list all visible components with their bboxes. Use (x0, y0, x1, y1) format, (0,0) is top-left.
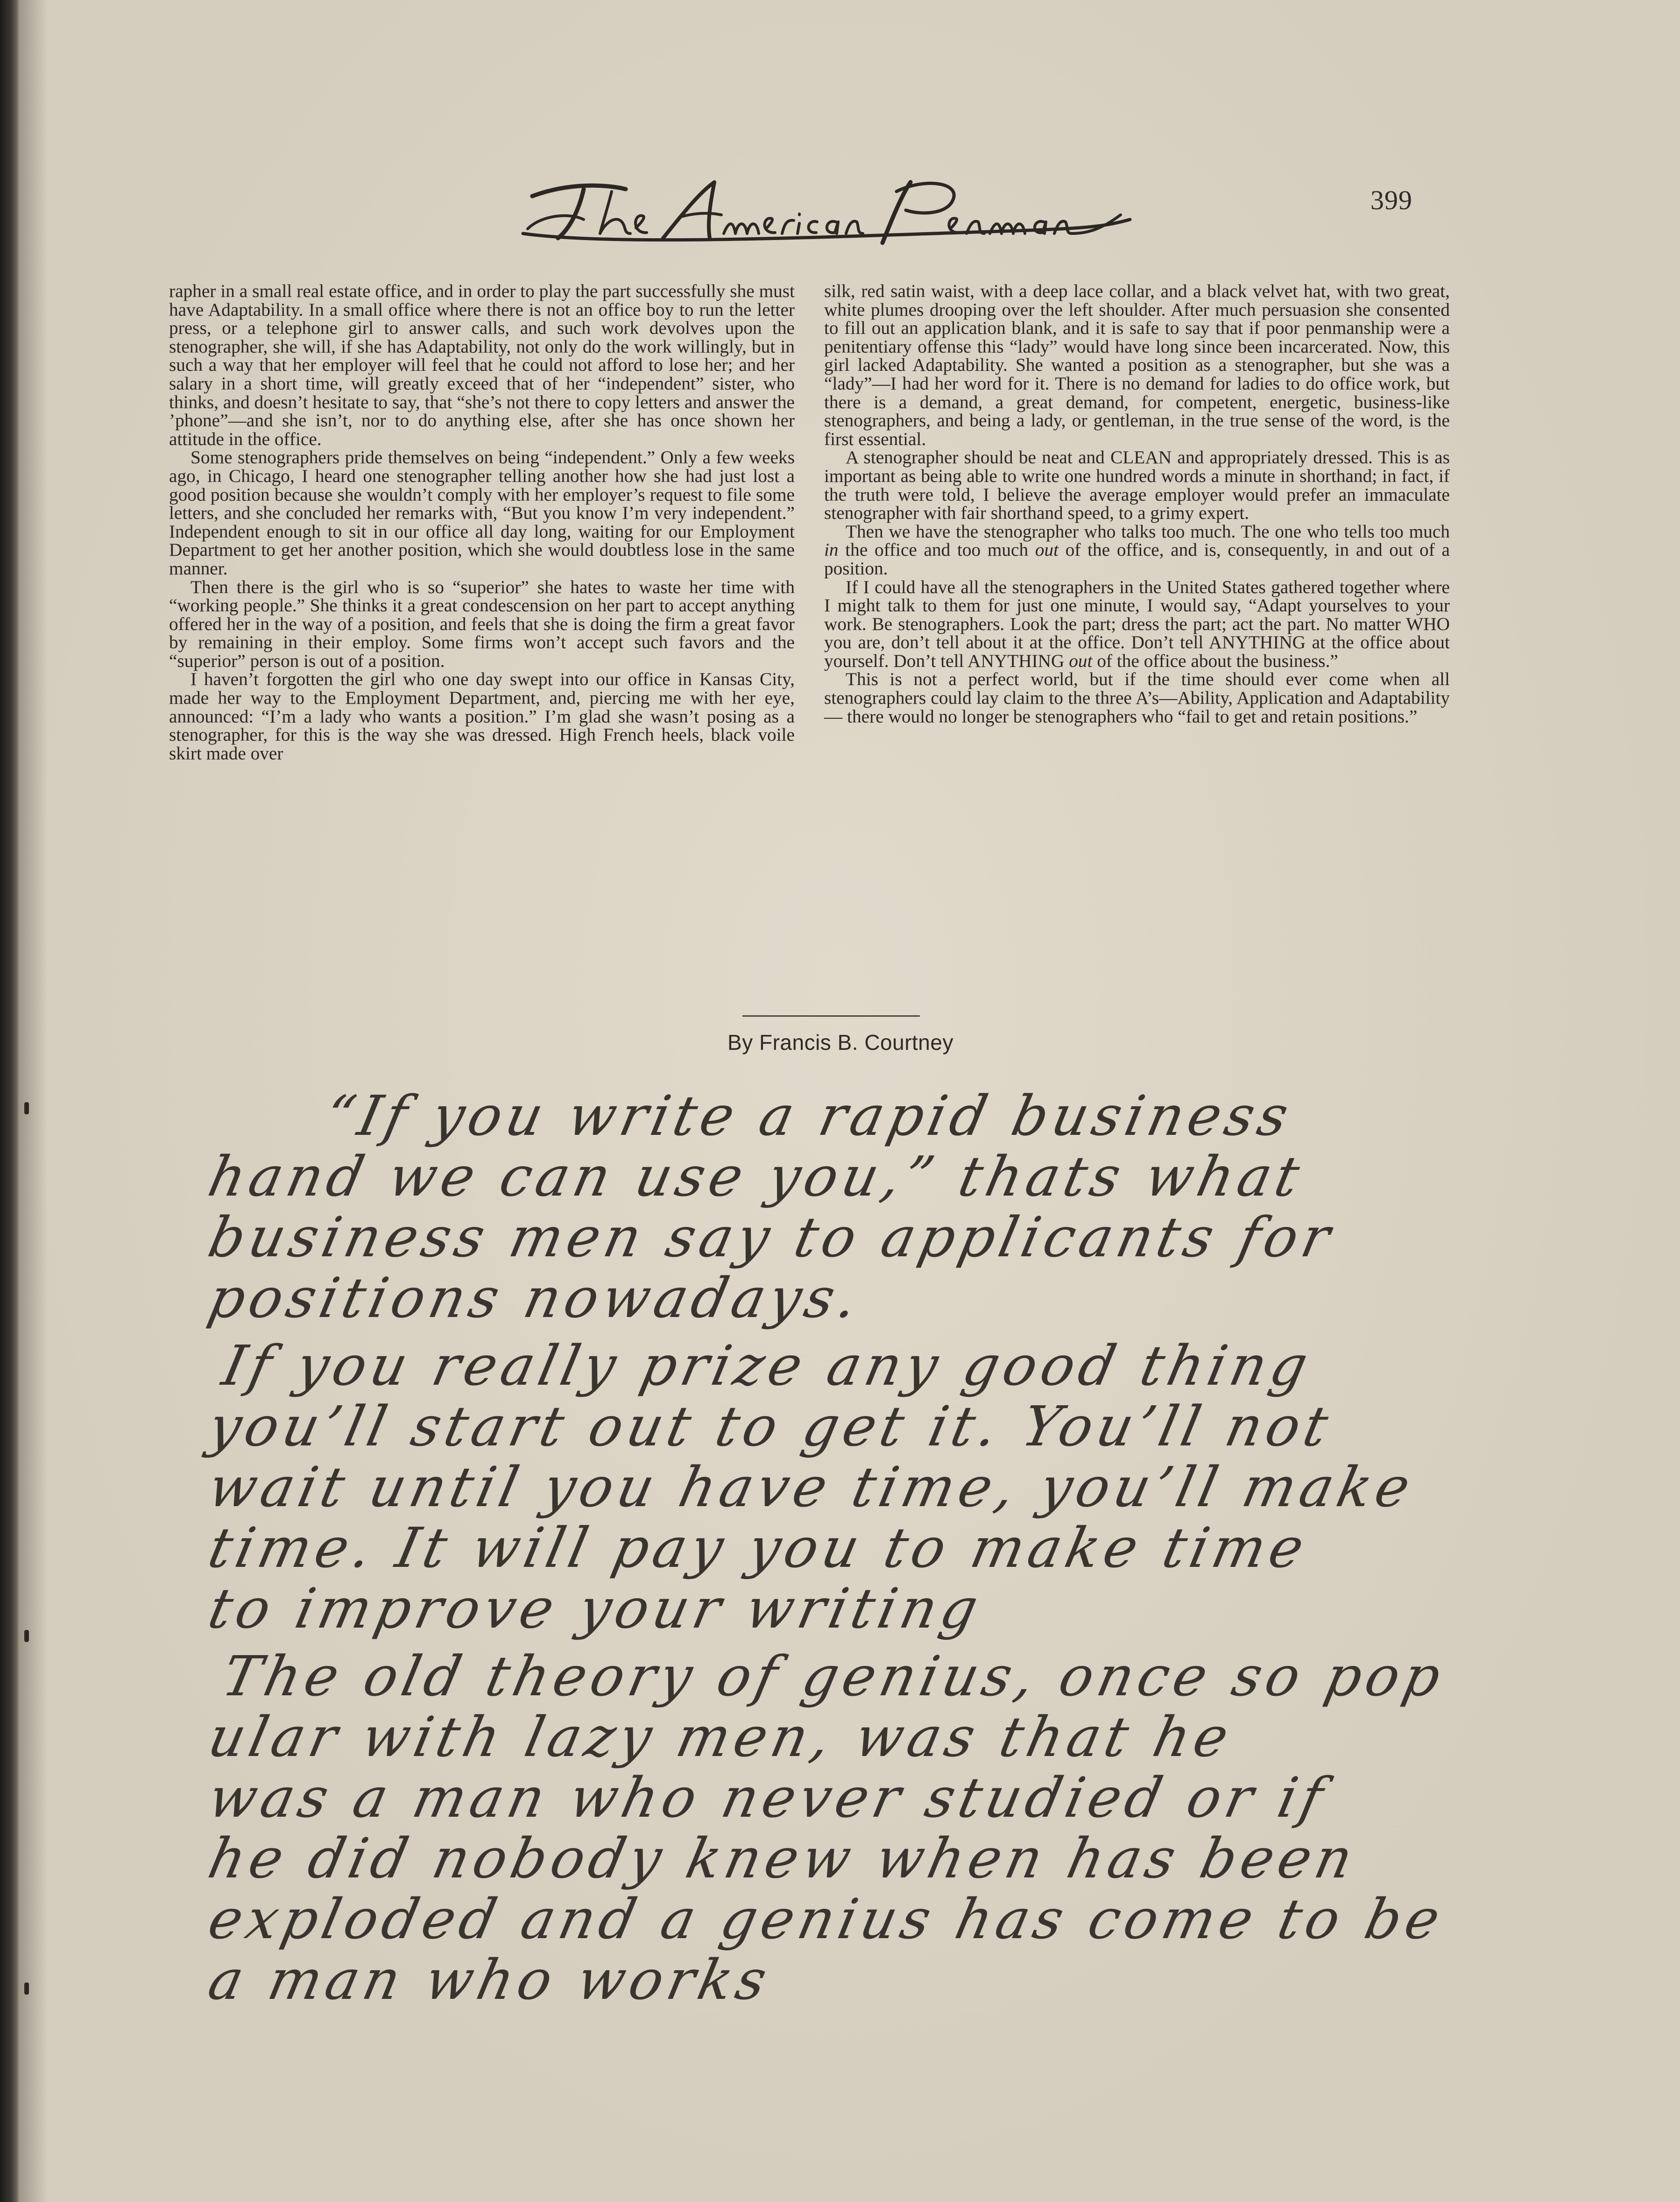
binding-mark (24, 1102, 29, 1114)
paragraph (824, 578, 1450, 671)
paragraph: I haven’t forgotten the girl who one day swept into our office in Kansas City, made her way to the Employment Department, and, piercing me with her eye, announced: “I’m a lady who wants a position.” I’m glad she wasn’t posing as a stenographer, for this is the way she was dressed. High French heels, black voile skirt made over (169, 669, 795, 764)
binding-shadow (20, 0, 48, 2202)
text-run: If I could have all the stenographers in the United States gathered together where I might talk to them for just one minute, I would say, “Adapt yourselves to your work. Be stenographers. Look the part; dress the part; act the part. No matter WHO you are, don’t tell about it at the office. Don’t tell ANYTHING at the office about yourself. Don’t tell ANYTHING (824, 576, 1450, 671)
byline: By Francis B. Courtney (727, 1030, 953, 1055)
book-binding-edge (0, 0, 20, 2202)
text-run: Then we have the stenographer who talks too much. The one who tells too much (846, 521, 1450, 542)
binding-mark (24, 1983, 29, 1995)
emphasis: out (1069, 650, 1093, 671)
handwriting-line: hand we can use you,” thats what (203, 1144, 1310, 1209)
masthead-logo (514, 163, 1144, 257)
page-number: 399 (1370, 185, 1412, 215)
handwriting-line: The old theory of genius, once so pop (217, 1644, 1451, 1708)
handwriting-line: to improve your writing (203, 1576, 988, 1641)
handwriting-line: was a man who never studied or if (203, 1765, 1334, 1830)
article-right-column (824, 282, 1450, 726)
emphasis: in (824, 539, 839, 560)
handwriting-line: you’ll start out to get it. You’ll not (203, 1394, 1338, 1459)
handwriting-line: “If you write a rapid business (319, 1083, 1299, 1148)
paragraph: silk, red satin waist, with a deep lace collar, and a black velvet hat, with two great, white plumes drooping over the left shoulder. After much persuasion she consented to fill out an application blank, and it is safe to say that if poor penmanship were a penitentiary offense this “lady” would have long since been incarcerated. Now, this girl lacked Adaptability. She wanted a position as a stenographer, but she was a “lady”—I had her word for it. There is no demand for ladies to do office work, but there is a demand, a great demand, for competent, energetic, business-like stenographers, and being a lady, or gentleman, in the true sense of the word, is the first essential. (824, 281, 1450, 449)
text-run: of the office about the business.” (1097, 650, 1338, 671)
binding-mark (24, 1630, 29, 1642)
section-divider (742, 1015, 920, 1017)
handwriting-specimen (201, 1083, 1461, 2018)
paragraph: rapher in a small real estate office, and in order to play the part successfully she must have Adaptability. In a small office where there is not an office boy to run the letter press, or a telephone girl to answer calls, and such work devolves upon the stenographer, she will, if she has Adaptability, not only do the work willingly, but in such a way that her employer will feel that he could not afford to lose her; and her salary in a short time, will greatly exceed that of her “independent” sister, who thinks, and doesn’t hesitate to say, that “she’s not there to copy letters and answer the ’phone”—and she isn’t, nor to do anything else, after she has once shown her attitude in the office. (169, 281, 795, 449)
paragraph: Some stenographers pride themselves on being “independent.” Only a few weeks ago, in Chicago, I heard one stenographer telling another how she had just lost a good position because she wouldn’t comply with her employer’s request to file some letters, and she concluded her remarks with, “But you know I’m very independent.” Independent enough to sit in our office all day long, waiting for our Employment Department to get her another position, which she would doubtless lose in the same manner. (169, 447, 795, 579)
handwriting-line: time. It will pay you to make time (203, 1515, 1314, 1580)
handwriting-line: If you really prize any good thing (217, 1333, 1318, 1398)
handwriting-line: wait until you have time, you’ll make (203, 1455, 1420, 1519)
handwriting-line: he did nobody knew when has been (203, 1826, 1363, 1890)
paragraph: This is not a perfect world, but if the time should ever come when all stenographers could lay claim to the three A’s—Ability, Application and Adaptability— there would no longer be stenographers who “fail to get and retain positions.” (824, 669, 1450, 727)
paragraph: A stenographer should be neat and CLEAN and appropriately dressed. This is as important as being able to write one hundred words a minute in shorthand; in fact, if the truth were told, I believe the average employer would prefer an immaculate stenographer with fair shorthand speed, to a grimy expert. (824, 447, 1450, 524)
text-run: of the office, and is, consequently, in and out of a position. (824, 539, 1450, 579)
text-run: the office and too much (845, 539, 1029, 560)
paragraph: Then there is the girl who is so “superior” she hates to waste her time with “working people.” She thinks it a great condescension on her part to accept anything offered her in the way of a position, and feels that she is doing the firm a great favor by remaining in their employ. Some firms won’t accept such favors and the “superior” person is out of a position. (169, 576, 795, 671)
handwriting-line: business men say to applicants for (203, 1205, 1341, 1269)
emphasis: out (1035, 539, 1059, 560)
handwriting-line: exploded and a genius has come to be (203, 1887, 1450, 1951)
article-left-column (169, 282, 795, 763)
masthead-logo-artwork (514, 163, 1144, 257)
handwriting-line: ular with lazy men, was that he (203, 1705, 1239, 1769)
paragraph (824, 523, 1450, 578)
handwriting-line: a man who works (203, 1947, 777, 2012)
handwriting-line: positions nowadays. (203, 1266, 868, 1330)
